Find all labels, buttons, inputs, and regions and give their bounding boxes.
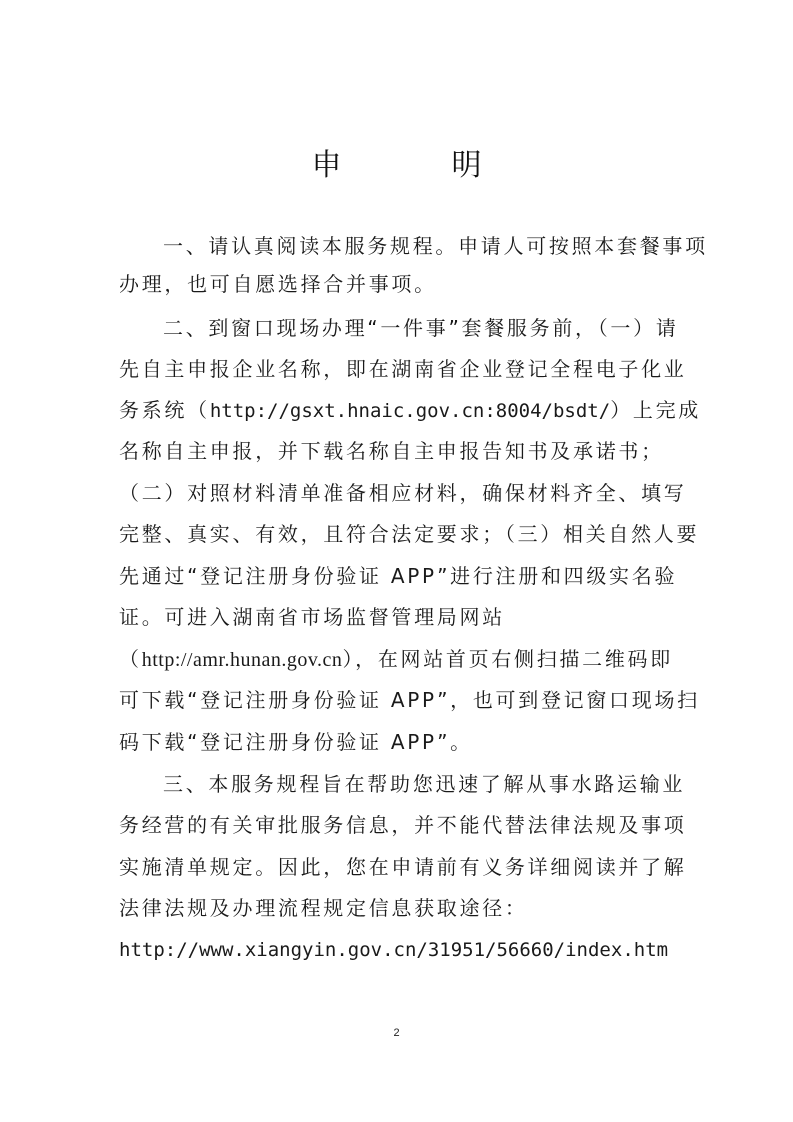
page-number: 2 xyxy=(393,1027,400,1039)
xiangyin-link[interactable]: http://www.xiangyin.gov.cn/31951/56660/index.htm xyxy=(119,939,669,961)
paragraph-2-line-4: 名称自主申报，并下载名称自主申报告知书及承诺书； xyxy=(119,439,664,463)
paragraph-2-line-9-suffix: ），在网站首页右侧扫描二维码即 xyxy=(342,647,673,671)
paragraph-3-line-4: 法律法规及办理流程规定信息获取途径： xyxy=(119,896,528,920)
paragraph-2-line-9 xyxy=(119,647,673,672)
paragraph-2-line-3-prefix: 务系统（ xyxy=(119,398,210,422)
paragraph-2-line-2: 先自主申报企业名称，即在湖南省企业登记全程电子化业 xyxy=(119,357,687,381)
page-title: 申 明 xyxy=(311,148,522,183)
paragraph-2-line-6: 完整、真实、有效，且符合法定要求；（三）相关自然人要 xyxy=(119,522,700,546)
paragraph-2-line-1: 二、到窗口现场办理“一件事”套餐服务前，（一）请 xyxy=(163,316,679,340)
paragraph-2-line-11: 码下载“登记注册身份验证 APP”。 xyxy=(119,730,473,754)
paragraph-2-line-8: 证。可进入湖南省市场监督管理局网站 xyxy=(119,605,505,629)
paragraph-2-line-7: 先通过“登记注册身份验证 APP”进行注册和四级实名验 xyxy=(119,564,678,588)
paragraph-2-line-10: 可下载“登记注册身份验证 APP”，也可到登记窗口现场扫 xyxy=(119,688,700,712)
paragraph-2-line-5: （二）对照材料清单准备相应材料，确保材料齐全、填写 xyxy=(119,481,687,505)
paragraph-3-line-3: 实施清单规定。因此，您在申请前有义务详细阅读并了解 xyxy=(119,855,687,879)
paragraph-1-line-2: 办理，也可自愿选择合并事项。 xyxy=(119,272,437,296)
paragraph-3-line-5 xyxy=(119,937,668,962)
paragraph-1-line-1: 一、请认真阅读本服务规程。申请人可按照本套餐事项 xyxy=(163,234,708,258)
amr-hunan-link[interactable]: http://amr.hunan.gov.cn xyxy=(141,649,343,671)
bsdt-link[interactable]: http://gsxt.hnaic.gov.cn:8004/bsdt/ xyxy=(209,400,611,422)
paragraph-2-line-3 xyxy=(119,398,701,423)
paragraph-3-line-2: 务经营的有关审批服务信息，并不能代替法律法规及事项 xyxy=(119,813,687,837)
paragraph-3-line-1: 三、本服务规程旨在帮助您迅速了解从事水路运输业 xyxy=(163,772,686,796)
paragraph-2-line-9-prefix: （ xyxy=(119,647,142,671)
paragraph-2-line-3-suffix: ）上完成 xyxy=(610,398,701,422)
